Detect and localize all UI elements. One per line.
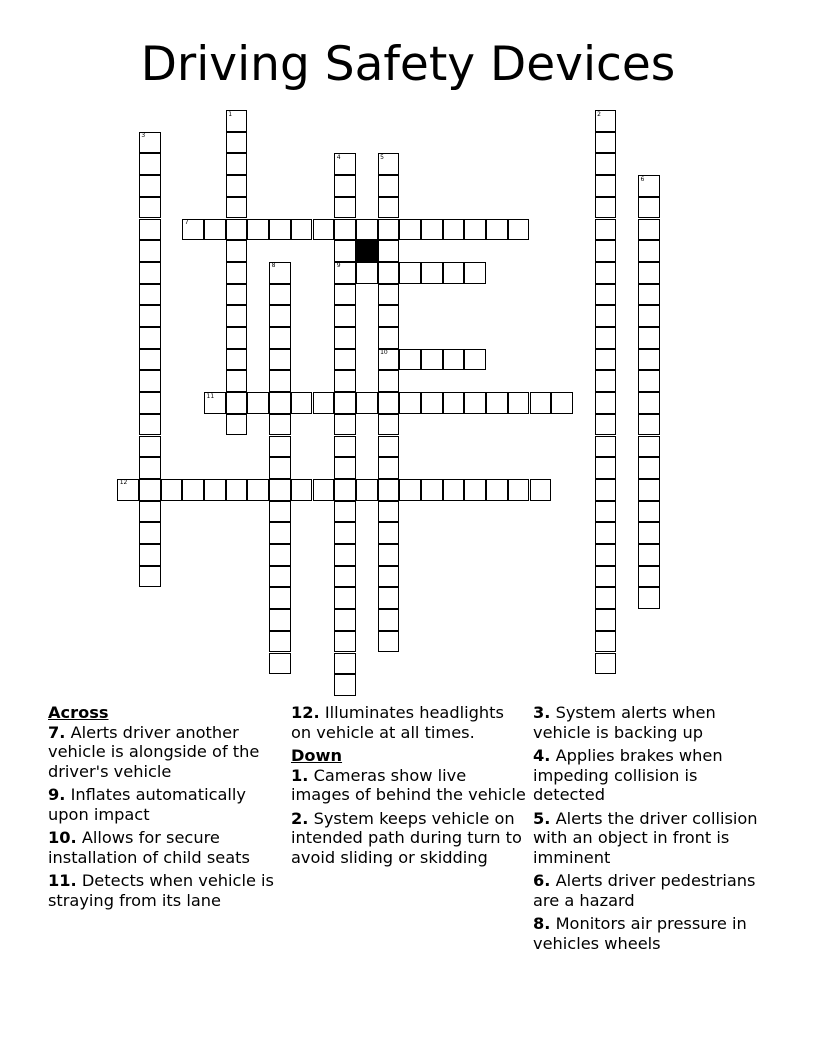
clue-number: 6.: [533, 871, 551, 890]
cell-number: 9: [336, 262, 341, 270]
grid-cell[interactable]: [378, 587, 400, 609]
grid-cell[interactable]: [334, 544, 356, 566]
grid-cell[interactable]: [595, 175, 617, 197]
clue-down-8: [533, 914, 769, 953]
grid-cell[interactable]: [595, 262, 617, 284]
grid-cell[interactable]: [334, 240, 356, 262]
grid-cell[interactable]: [269, 587, 291, 609]
grid-cell[interactable]: [378, 522, 400, 544]
grid-cell[interactable]: [638, 544, 660, 566]
grid-cell[interactable]: [595, 240, 617, 262]
grid-cell[interactable]: [378, 501, 400, 523]
grid-cell[interactable]: [638, 197, 660, 219]
grid-cell[interactable]: [421, 219, 443, 241]
clue-text: System alerts when vehicle is backing up: [533, 703, 716, 742]
grid-cell[interactable]: [378, 262, 400, 284]
grid-cell[interactable]: [421, 479, 443, 501]
grid-cell[interactable]: [378, 392, 400, 414]
grid-cell[interactable]: [595, 609, 617, 631]
grid-cell[interactable]: [638, 392, 660, 414]
grid-cell[interactable]: [269, 479, 291, 501]
grid-cell[interactable]: [334, 197, 356, 219]
grid-cell[interactable]: [226, 197, 248, 219]
grid-cell[interactable]: [638, 587, 660, 609]
grid-cell[interactable]: [378, 609, 400, 631]
grid-cell[interactable]: [356, 219, 378, 241]
grid-cell[interactable]: [638, 501, 660, 523]
grid-cell[interactable]: [399, 392, 421, 414]
grid-cell[interactable]: [334, 284, 356, 306]
grid-cell[interactable]: [443, 479, 465, 501]
across-heading: Across: [48, 703, 109, 722]
down-heading: Down: [291, 746, 343, 765]
grid-cell[interactable]: [638, 370, 660, 392]
grid-cell[interactable]: [378, 631, 400, 653]
grid-cell[interactable]: [334, 587, 356, 609]
grid-cell[interactable]: [595, 522, 617, 544]
grid-cell[interactable]: [595, 631, 617, 653]
grid-cell[interactable]: [334, 436, 356, 458]
cell-number: 6: [640, 175, 645, 183]
grid-cell[interactable]: [638, 284, 660, 306]
grid-cell[interactable]: [378, 240, 400, 262]
clue-text: Illuminates headlights on vehicle at all times.: [291, 703, 504, 742]
cell-number: 10: [380, 349, 388, 357]
grid-cell[interactable]: [269, 284, 291, 306]
grid-cell[interactable]: [204, 479, 226, 501]
grid-cell[interactable]: [269, 436, 291, 458]
grid-cell[interactable]: [334, 674, 356, 696]
grid-cell[interactable]: [334, 305, 356, 327]
grid-cell[interactable]: [378, 219, 400, 241]
grid-cell[interactable]: [226, 110, 248, 132]
clue-number: 2.: [291, 808, 309, 828]
grid-cell[interactable]: [638, 262, 660, 284]
grid-cell[interactable]: [334, 153, 356, 175]
grid-cell[interactable]: [399, 262, 421, 284]
grid-cell[interactable]: [334, 653, 356, 675]
grid-cell[interactable]: [378, 284, 400, 306]
grid-cell[interactable]: [595, 110, 617, 132]
clue-text: Alerts driver another vehicle is alongside of the driver's vehicle: [48, 722, 260, 781]
grid-cell[interactable]: [269, 219, 291, 241]
grid-cell[interactable]: [139, 197, 161, 219]
grid-cell[interactable]: [139, 132, 161, 154]
grid-cell[interactable]: [269, 457, 291, 479]
grid-cell[interactable]: [334, 501, 356, 523]
black-cell: [356, 240, 378, 262]
grid-cell[interactable]: [595, 284, 617, 306]
grid-cell[interactable]: [269, 392, 291, 414]
grid-cell[interactable]: [139, 370, 161, 392]
grid-cell[interactable]: [226, 132, 248, 154]
grid-cell[interactable]: [595, 566, 617, 588]
grid-cell[interactable]: [595, 327, 617, 349]
grid-cell[interactable]: [334, 349, 356, 371]
clue-across-12: [291, 703, 527, 742]
grid-cell[interactable]: [117, 479, 139, 501]
grid-cell[interactable]: [464, 479, 486, 501]
grid-cell[interactable]: [638, 327, 660, 349]
grid-cell[interactable]: [139, 544, 161, 566]
grid-cell[interactable]: [226, 175, 248, 197]
grid-cell[interactable]: [595, 305, 617, 327]
grid-cell[interactable]: [378, 327, 400, 349]
clue-text: Inflates automatically upon impact: [48, 785, 246, 824]
grid-cell[interactable]: [226, 284, 248, 306]
grid-cell[interactable]: [638, 414, 660, 436]
cell-number: 5: [380, 153, 384, 161]
grid-cell[interactable]: [334, 479, 356, 501]
grid-cell[interactable]: [291, 479, 313, 501]
clue-text: Alerts driver pedestrians are a hazard: [533, 871, 756, 910]
grid-cell[interactable]: [139, 262, 161, 284]
grid-cell[interactable]: [226, 414, 248, 436]
clue-number: 4.: [533, 746, 551, 765]
grid-cell[interactable]: [247, 392, 269, 414]
grid-cell[interactable]: [269, 327, 291, 349]
clue-across-10: [48, 828, 284, 867]
grid-cell[interactable]: [269, 522, 291, 544]
grid-cell[interactable]: [291, 219, 313, 241]
grid-cell[interactable]: [464, 349, 486, 371]
puzzle-title: Driving Safety Devices: [140, 37, 676, 92]
grid-cell[interactable]: [464, 262, 486, 284]
grid-cell[interactable]: [508, 219, 530, 241]
clue-text: Monitors air pressure in vehicles wheels: [533, 914, 747, 953]
grid-cell[interactable]: [486, 392, 508, 414]
grid-cell[interactable]: [421, 349, 443, 371]
cell-number: 2: [597, 110, 601, 118]
grid-cell[interactable]: [269, 349, 291, 371]
grid-cell[interactable]: [443, 262, 465, 284]
grid-cell[interactable]: [378, 370, 400, 392]
grid-cell[interactable]: [204, 392, 226, 414]
grid-cell[interactable]: [638, 349, 660, 371]
grid-cell[interactable]: [139, 522, 161, 544]
grid-cell[interactable]: [443, 349, 465, 371]
clue-across-11: [48, 871, 284, 910]
grid-cell[interactable]: [486, 219, 508, 241]
cell-number: 8: [271, 262, 276, 270]
cell-number: 11: [206, 392, 215, 400]
grid-cell[interactable]: [378, 349, 400, 371]
clue-number: 9.: [48, 785, 66, 804]
grid-cell[interactable]: [530, 479, 552, 501]
grid-cell[interactable]: [334, 457, 356, 479]
grid-cell[interactable]: [508, 479, 530, 501]
grid-cell[interactable]: [334, 631, 356, 653]
grid-cell[interactable]: [269, 544, 291, 566]
grid-cell[interactable]: [551, 392, 573, 414]
clue-text: Alerts the driver collision with an object in front is imminent: [533, 808, 758, 867]
grid-cell[interactable]: [595, 436, 617, 458]
grid-cell[interactable]: [247, 479, 269, 501]
grid-cell[interactable]: [399, 479, 421, 501]
grid-cell[interactable]: [421, 262, 443, 284]
clues-column-2: [291, 703, 527, 871]
clue-text: Cameras show live images of behind the vehicle: [291, 765, 526, 804]
clues-column-1: [48, 703, 284, 914]
grid-cell[interactable]: [464, 392, 486, 414]
clue-number: 3.: [533, 703, 551, 722]
grid-cell[interactable]: [595, 457, 617, 479]
grid-cell[interactable]: [378, 153, 400, 175]
grid-cell[interactable]: [313, 392, 335, 414]
grid-cell[interactable]: [356, 262, 378, 284]
grid-cell[interactable]: [443, 219, 465, 241]
grid-cell[interactable]: [378, 457, 400, 479]
grid-cell[interactable]: [334, 566, 356, 588]
grid-cell[interactable]: [139, 153, 161, 175]
grid-cell[interactable]: [204, 219, 226, 241]
grid-cell[interactable]: [399, 219, 421, 241]
grid-cell[interactable]: [139, 175, 161, 197]
grid-cell[interactable]: [139, 566, 161, 588]
grid-cell[interactable]: [595, 349, 617, 371]
grid-cell[interactable]: [378, 566, 400, 588]
grid-cell[interactable]: [378, 175, 400, 197]
grid-cell[interactable]: [139, 457, 161, 479]
clue-number: 8.: [533, 914, 551, 933]
grid-cell[interactable]: [182, 219, 204, 241]
grid-cell[interactable]: [595, 197, 617, 219]
grid-cell[interactable]: [508, 392, 530, 414]
grid-cell[interactable]: [269, 609, 291, 631]
grid-cell[interactable]: [378, 414, 400, 436]
clue-text: System keeps vehicle on intended path during turn to avoid sliding or skidding: [291, 808, 522, 867]
grid-cell[interactable]: [269, 566, 291, 588]
grid-cell[interactable]: [334, 392, 356, 414]
grid-cell[interactable]: [334, 175, 356, 197]
grid-cell[interactable]: [269, 262, 291, 284]
grid-cell[interactable]: [378, 479, 400, 501]
grid-cell[interactable]: [291, 392, 313, 414]
clue-number: 1.: [291, 765, 309, 785]
grid-cell[interactable]: [269, 370, 291, 392]
clue-text: Allows for secure installation of child seats: [48, 828, 250, 867]
grid-cell[interactable]: [182, 479, 204, 501]
grid-cell[interactable]: [443, 392, 465, 414]
clue-across-7: [48, 723, 284, 782]
grid-cell[interactable]: [595, 414, 617, 436]
cell-number: 12: [119, 479, 128, 487]
grid-cell[interactable]: [269, 501, 291, 523]
grid-cell[interactable]: [334, 262, 356, 284]
grid-cell[interactable]: [334, 522, 356, 544]
grid-cell[interactable]: [269, 305, 291, 327]
grid-cell[interactable]: [226, 305, 248, 327]
grid-cell[interactable]: [530, 392, 552, 414]
grid-cell[interactable]: [139, 284, 161, 306]
grid-cell[interactable]: [638, 522, 660, 544]
grid-cell[interactable]: [139, 501, 161, 523]
grid-cell[interactable]: [226, 370, 248, 392]
grid-cell[interactable]: [226, 327, 248, 349]
grid-cell[interactable]: [595, 501, 617, 523]
clue-number: 11.: [48, 871, 77, 890]
clue-down-6: [533, 871, 769, 910]
grid-cell[interactable]: [139, 479, 161, 501]
grid-cell[interactable]: [269, 631, 291, 653]
grid-cell[interactable]: [226, 262, 248, 284]
grid-cell[interactable]: [595, 392, 617, 414]
grid-cell[interactable]: [378, 305, 400, 327]
clue-number: 7.: [48, 722, 66, 742]
grid-cell[interactable]: [595, 370, 617, 392]
grid-cell[interactable]: [421, 392, 443, 414]
cell-number: 3: [141, 132, 146, 140]
grid-cell[interactable]: [464, 219, 486, 241]
grid-cell[interactable]: [139, 349, 161, 371]
clue-text: Applies brakes when impeding collision is detected: [533, 746, 723, 804]
grid-cell[interactable]: [638, 457, 660, 479]
clue-number: 10.: [48, 828, 77, 847]
grid-cell[interactable]: [226, 240, 248, 262]
grid-cell[interactable]: [378, 197, 400, 219]
grid-cell[interactable]: [139, 219, 161, 241]
cell-number: 1: [228, 110, 233, 118]
grid-cell[interactable]: [226, 153, 248, 175]
grid-cell[interactable]: [334, 327, 356, 349]
clue-down-1: [291, 766, 527, 805]
clue-down-3: [533, 703, 769, 742]
grid-cell[interactable]: [638, 566, 660, 588]
grid-cell[interactable]: [139, 436, 161, 458]
grid-cell[interactable]: [334, 609, 356, 631]
grid-cell[interactable]: [161, 479, 183, 501]
clue-down-5: [533, 809, 769, 868]
cell-number: 7: [184, 219, 189, 226]
grid-cell[interactable]: [595, 587, 617, 609]
grid-cell[interactable]: [226, 219, 248, 241]
grid-cell[interactable]: [269, 653, 291, 675]
clue-number: 5.: [533, 808, 551, 828]
grid-cell[interactable]: [378, 544, 400, 566]
grid-cell[interactable]: [638, 175, 660, 197]
clue-down-2: [291, 809, 527, 868]
grid-cell[interactable]: [356, 479, 378, 501]
grid-cell[interactable]: [334, 219, 356, 241]
clue-down-4: [533, 746, 769, 805]
clue-across-9: [48, 785, 284, 824]
grid-cell[interactable]: [139, 327, 161, 349]
grid-cell[interactable]: [334, 414, 356, 436]
clue-text: Detects when vehicle is straying from its lane: [48, 871, 274, 910]
grid-cell[interactable]: [595, 479, 617, 501]
grid-cell[interactable]: [356, 392, 378, 414]
grid-cell[interactable]: [595, 132, 617, 154]
grid-cell[interactable]: [638, 219, 660, 241]
grid-cell[interactable]: [139, 414, 161, 436]
grid-cell[interactable]: [595, 219, 617, 241]
grid-cell[interactable]: [139, 240, 161, 262]
grid-cell[interactable]: [226, 392, 248, 414]
grid-cell[interactable]: [638, 436, 660, 458]
clues-column-3: [533, 703, 769, 957]
grid-cell[interactable]: [595, 653, 617, 675]
grid-cell[interactable]: [638, 479, 660, 501]
grid-cell[interactable]: [313, 219, 335, 241]
grid-cell[interactable]: [486, 479, 508, 501]
grid-cell[interactable]: [313, 479, 335, 501]
grid-cell[interactable]: [595, 544, 617, 566]
clue-number: 12.: [291, 703, 320, 722]
grid-cell[interactable]: [139, 305, 161, 327]
grid-cell[interactable]: [226, 349, 248, 371]
grid-cell[interactable]: [247, 219, 269, 241]
grid-cell[interactable]: [226, 479, 248, 501]
grid-cell[interactable]: [595, 153, 617, 175]
grid-cell[interactable]: [334, 370, 356, 392]
grid-cell[interactable]: [378, 436, 400, 458]
grid-cell[interactable]: [399, 349, 421, 371]
grid-cell[interactable]: [638, 305, 660, 327]
grid-cell[interactable]: [139, 392, 161, 414]
grid-cell[interactable]: [269, 414, 291, 436]
grid-cell[interactable]: [638, 240, 660, 262]
cell-number: 4: [336, 153, 341, 161]
